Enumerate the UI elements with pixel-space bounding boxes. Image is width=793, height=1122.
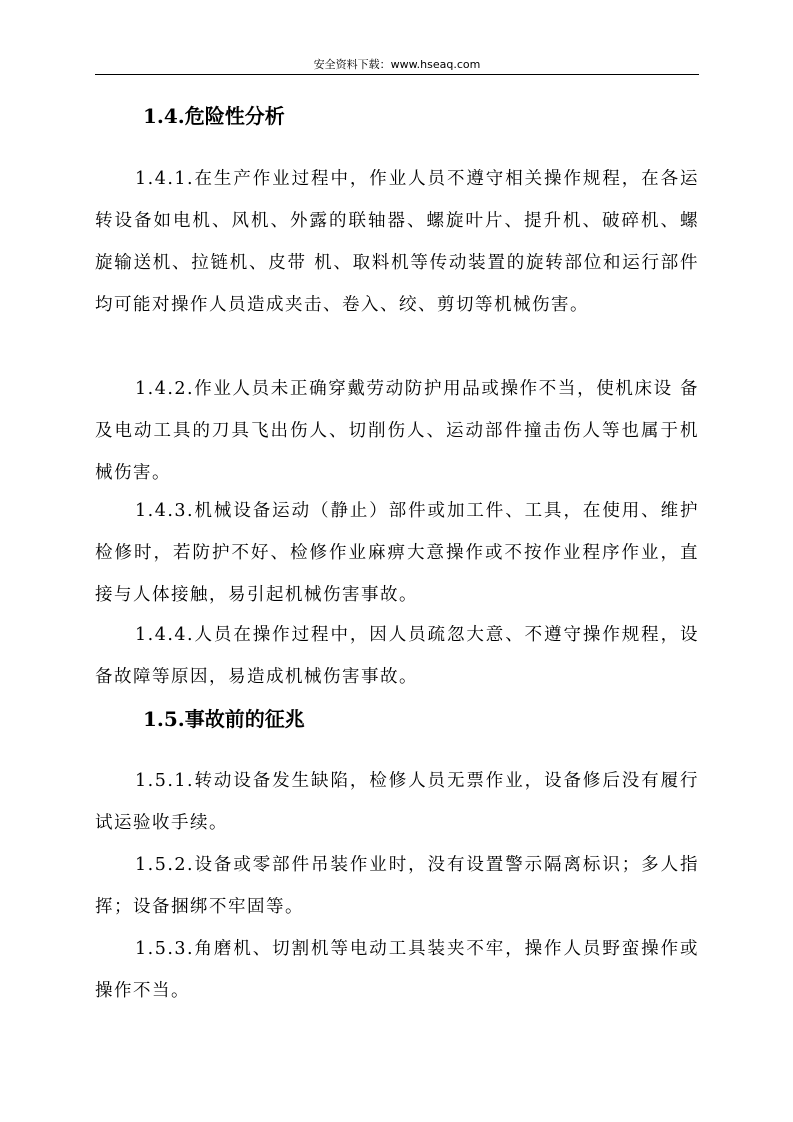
paragraph-1-5-1: 1.5.1.转动设备发生缺陷，检修人员无票作业，设备修后没有履行试运验收手续。: [95, 771, 699, 833]
paragraph-1-4-2: 1.4.2.作业人员未正确穿戴劳动防护用品或操作不当，使机床设 备及电动工具的刀具飞出伤人、切削伤人、运动部件撞击伤人等也属于机械伤害。: [95, 379, 699, 483]
header-text: 安全资料下载：www.hseaq.com: [313, 58, 481, 71]
section-heading-hazard-analysis: 1.4.危险性分析: [143, 104, 285, 128]
section-heading-accident-signs: 1.5.事故前的征兆: [143, 707, 305, 731]
paragraph-1-5-3: 1.5.3.角磨机、切割机等电动工具装夹不牢，操作人员野蛮操作或操作不当。: [95, 939, 699, 1001]
paragraph-1-5-2: 1.5.2.设备或零部件吊装作业时，没有设置警示隔离标识；多人指挥；设备捆绑不牢固等。: [95, 855, 699, 917]
paragraph-1-4-4: 1.4.4.人员在操作过程中，因人员疏忽大意、不遵守操作规程，设备故障等原因，易造成机械伤害事故。: [95, 625, 699, 687]
paragraph-1-4-1: 1.4.1.在生产作业过程中，作业人员不遵守相关操作规程，在各运转设备如电机、风机、外露的联轴器、螺旋叶片、提升机、破碎机、螺旋输送机、拉链机、皮带 机、取料机等传动装置的旋转部位和运行部件均可能对操作人员造成夹击、卷入、绞、剪切等机械伤害。: [95, 169, 699, 315]
page-header: [95, 57, 699, 75]
paragraph-1-4-3: 1.4.3.机械设备运动（静止）部件或加工件、工具，在使用、维护检修时，若防护不好、检修作业麻痹大意操作或不按作业程序作业，直接与人体接触，易引起机械伤害事故。: [95, 501, 699, 605]
